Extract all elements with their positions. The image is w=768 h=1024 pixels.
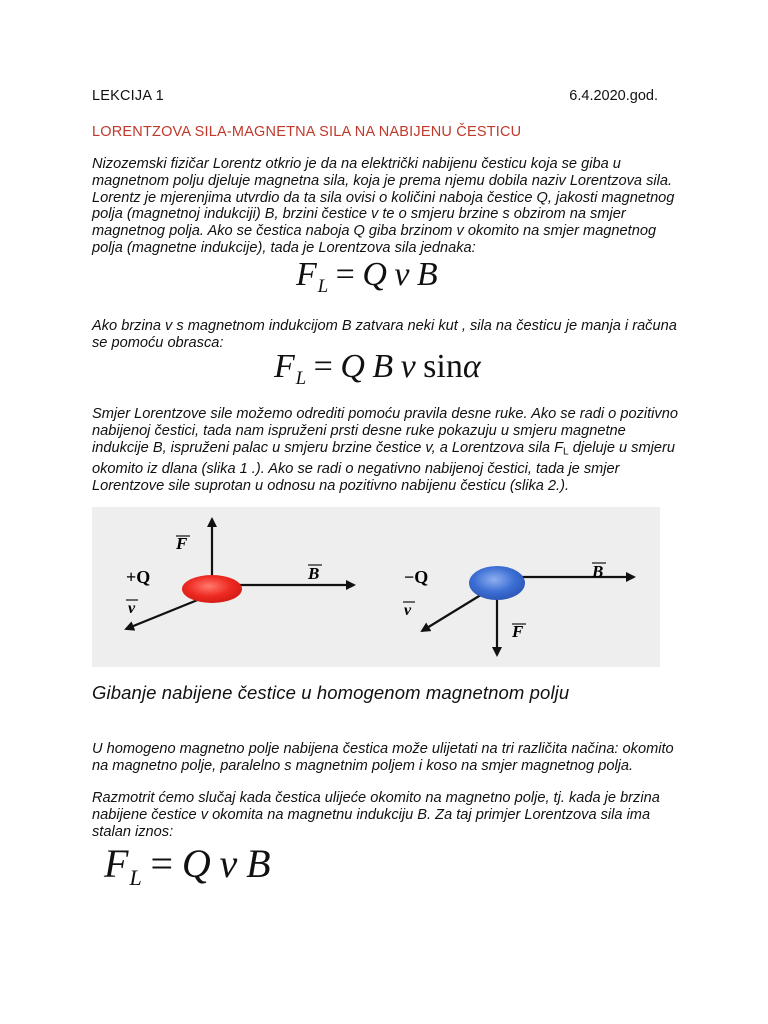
lesson-title: LORENTZOVA SILA-MAGNETNA SILA NA NABIJENU ČESTICU [92, 124, 522, 140]
direction-text-1: Smjer Lorentzove sile možemo odrediti pomoću pravila desne ruke. Ako se radi o pozitivno nabijenoj čestici, tada nam ispruženi prsti desne ruke pokazuju u smjeru magnetne indukcije B, ispruženi palac u smjeru brzine čestice v, a Lorentzova sila F [92, 406, 678, 456]
lorentz-force-figure [92, 507, 660, 667]
lorentz-force-angle-formula [274, 348, 481, 390]
velocity-arrow [422, 593, 484, 631]
force-label-left: F [176, 534, 188, 553]
lesson-label: LEKCIJA 1 [92, 88, 164, 104]
formula-equals: = [335, 256, 355, 293]
formula-equals: = [313, 348, 333, 385]
force-label-right: F [512, 622, 524, 641]
velocity-label-right: v [404, 602, 412, 619]
negative-charge-diagram [403, 562, 634, 655]
formula-equals: = [150, 841, 174, 886]
angle-paragraph: Ako brzina v s magnetnom indukcijom B zatvara neki kut , sila na česticu je manja i računa se pomoću obrasca: [92, 318, 677, 351]
perpendicular-case-paragraph: Razmotrit ćemo slučaj kada čestica ulijeće okomito na magnetno polje, tj. kada je brzina nabijene čestice v okomita na magnetnu indukciju B. Za taj primjer Lorentzova sila ima stalan iznos: [92, 790, 660, 840]
intro-paragraph: Nizozemski fizičar Lorentz otkrio je da na električki nabijenu česticu koja se giba u magnetnom polju djeluje magnetna sila, koja je prema njemu dobila naziv Lorentzova sila. Lorentz je mjerenjima utvrdio da ta sila ovisi o količini naboja čestice Q, jakosti magnetnog polja (magnetnoj indukciji) B, brzini čestice v te o smjeru brzine s obzirom na smjer magnetnog polja. Ako se čestica naboja Q giba brzinom v okomito na smjer magnetnog polja (magnetne indukcije), tada je Lorentzova sila jednaka: [92, 156, 675, 256]
direction-paragraph [92, 406, 684, 495]
lorentz-force-formula [296, 256, 438, 298]
formula-term: B [246, 841, 271, 886]
direction-subscript: L [563, 446, 569, 458]
formula-term: v [400, 348, 416, 385]
field-label-left: B [308, 564, 320, 583]
formula-term: B [372, 348, 394, 385]
lorentz-force-constant-formula [104, 840, 271, 891]
formula-F: F [296, 256, 317, 293]
velocity-label-left: v [128, 600, 136, 617]
formula-sin: sin [423, 348, 463, 385]
entry-ways-paragraph: U homogeno magnetno polje nabijena čestica može ulijetati na tri različita načina: okomito na magnetno polje, paralelno s magnetnim poljem i koso na smjer magnetnog polja. [92, 741, 674, 774]
lesson-date: 6.4.2020.god. [569, 88, 658, 104]
negative-particle [469, 566, 525, 600]
formula-term: B [416, 256, 438, 293]
positive-charge-diagram [126, 519, 354, 629]
formula-subscript: L [317, 275, 329, 297]
formula-term: Q [362, 256, 387, 293]
velocity-arrow [126, 599, 200, 629]
figure-svg [92, 507, 660, 667]
positive-particle [182, 575, 242, 603]
section-heading: Gibanje nabijene čestice u homogenom magnetnom polju [92, 682, 570, 703]
formula-term: Q [340, 348, 365, 385]
formula-F: F [274, 348, 295, 385]
charge-label-left: +Q [126, 567, 151, 587]
formula-subscript: L [129, 864, 142, 890]
formula-term: Q [181, 841, 211, 886]
formula-F: F [104, 841, 129, 886]
formula-alpha: α [462, 348, 481, 385]
charge-label-right: −Q [404, 567, 429, 587]
formula-term: v [394, 256, 410, 293]
field-label-right: B [592, 562, 604, 581]
formula-subscript: L [295, 367, 307, 389]
direction-text-2: djeluje u smjeru okomito iz dlana (slika 1 .). Ako se radi o negativno nabijenoj čestici, tada je smjer Lorentzove sile suprotan u odnosu na pozitivno nabijenu česticu (slika 2.). [92, 439, 675, 494]
formula-term: v [219, 841, 238, 886]
